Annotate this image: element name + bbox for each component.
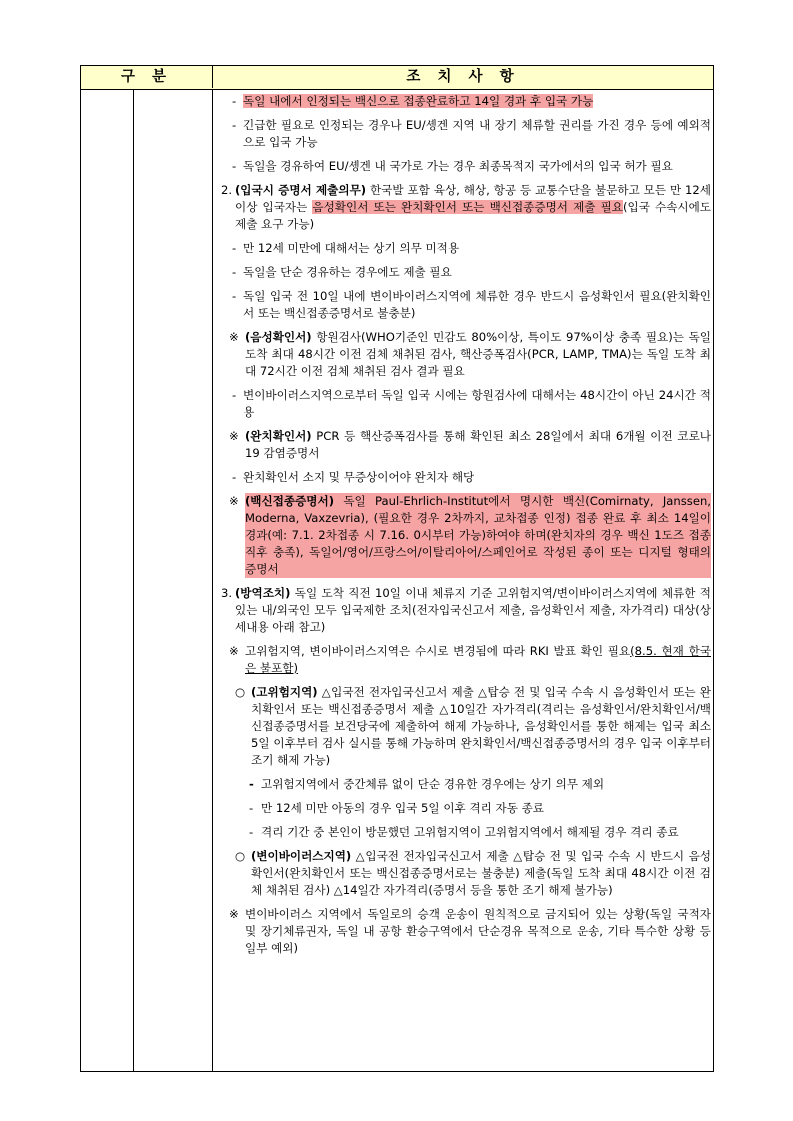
list-item-text: 완치확인서 소지 및 무증상이어야 완치자 해당 (243, 470, 475, 484)
note-heading: (음성확인서) (245, 330, 312, 344)
list-item-text: 고위험지역에서 중간체류 없이 단순 경유한 경우에는 상기 의무 제외 (261, 777, 605, 791)
reference-note (215, 906, 711, 957)
note-heading: (백신접종증명서) (245, 494, 334, 508)
item-text: (입국 수속시에도 제출 요구 가능) (235, 200, 712, 231)
reference-marker: ※ (229, 907, 239, 921)
dash-marker: - (232, 388, 237, 402)
column-divider-2 (212, 90, 213, 1071)
item-heading: (입국시 증명서 제출의무) (235, 183, 367, 197)
reference-marker: ※ (229, 429, 239, 443)
list-item (215, 469, 711, 486)
header-measures: 조 치 사 항 (406, 69, 520, 85)
circle-marker: ○ (235, 685, 246, 699)
note-text: 변이바이러스 지역에서 독일로의 승객 운송이 원칙적으로 금지되어 있는 상황(독일 국적자 및 장기체류권자, 독일 내 공항 환승구역에서 단순경유 목적으로 운송, 기타 특수한 상황 등 일부 예외) (245, 907, 711, 955)
dash-marker: - (232, 289, 237, 303)
dash-marker: - (232, 118, 237, 132)
list-item (215, 93, 711, 110)
dash-marker: - (232, 265, 237, 279)
note-text: 고위험지역, 변이바이러스지역은 수시로 변경됨에 따라 RKI 발표 확인 필요 (245, 644, 631, 658)
sub-list-item (215, 800, 711, 817)
reference-note (215, 643, 711, 677)
reference-note (215, 493, 711, 578)
dash-marker: - (249, 801, 254, 815)
list-item-text: 만 12세 미만 아동의 경우 입국 5일 이후 격리 자동 종료 (261, 801, 544, 815)
reference-marker: ※ (229, 494, 239, 508)
item-heading: (변이바이러스지역) (251, 849, 352, 863)
item-number: 3. (221, 586, 233, 600)
dash-marker: - (249, 777, 254, 791)
dash-marker: - (232, 241, 237, 255)
table-header (81, 66, 713, 90)
note-text: 독일 Paul-Ehrlich-Institut에서 명시한 백신(Comirnaty, Janssen, Moderna, Vaxzevria), (필요한 경우 2차까지, 교차접종 인정) 접종 완료 후 최소 14일이 경과(예: 7.1. 2차접종 시 7.16. 0시부터 가능)하여야 하며(완치자의 경우 백신 1도즈 접종 직후 충족), 독일어/영어/프랑스어/이탈리아어/스페인어로 작성된 종이 또는 디지털 형태의 증명서 (245, 494, 711, 576)
numbered-item-3 (215, 585, 711, 636)
item-heading: (고위험지역) (251, 685, 318, 699)
item-heading: (방역조치) (235, 586, 291, 600)
item-text: △입국전 전자입국신고서 제출 △탑승 전 및 입국 수속 시 음성확인서 또는 완치확인서 또는 백신접종증명서 제출 △10일간 자가격리(격리는 음성확인서/완치확인서/백신접종증명서를 보건당국에 제출하여 해제 가능하나, 음성확인서를 통한 해제는 입국 최소 5일 이후부터 검사 실시를 통해 가능하며 완치확인서/백신접종증명서의 경우 입국 이후부터 조기 해제 가능) (251, 685, 711, 767)
numbered-item-2 (215, 182, 711, 233)
list-item (215, 240, 711, 257)
reference-marker: ※ (229, 330, 239, 344)
list-item-text: 독일을 경유하여 EU/솅겐 내 국가로 가는 경우 최종목적지 국가에서의 입국 허가 필요 (243, 159, 673, 173)
dash-marker: - (249, 825, 254, 839)
dash-marker: - (232, 470, 237, 484)
circle-item (215, 684, 711, 769)
note-heading: (완치확인서) (245, 429, 312, 443)
list-item (215, 264, 711, 281)
list-item-text: 만 12세 미만에 대해서는 상기 의무 미적용 (243, 241, 460, 255)
list-item-text: 격리 기간 중 본인이 방문했던 고위험지역이 고위험지역에서 해제될 경우 격리 종료 (261, 825, 679, 839)
column-divider-1 (133, 90, 134, 1071)
reference-note (215, 329, 711, 380)
note-text: PCR 등 핵산증폭검사를 통해 확인된 최소 28일에서 최대 6개월 이전 코로나19 감염증명서 (245, 429, 711, 460)
item-number: 2. (221, 183, 233, 197)
measures-content (215, 93, 711, 964)
list-item-text: 독일을 단순 경유하는 경우에도 제출 필요 (243, 265, 452, 279)
sub-list-item (215, 824, 711, 841)
item-text: △입국전 전자입국신고서 제출 △탑승 전 및 입국 수속 시 반드시 음성확인서(완치확인서 또는 백신접종증명서로는 불충분) 제출(독일 도착 최대 48시간 이전 검체 채취된 검사) △14일간 자가격리(증명서 등을 통한 조기 해제 불가능) (251, 849, 711, 897)
list-item (215, 288, 711, 322)
item-text: 한국발 포함 육상, 해상, 항공 등 교통수단을 불문하고 모든 만 12세 이상 입국자는 (235, 183, 711, 214)
list-item (215, 158, 711, 175)
underlined-text: (8.5. 현재 한국은 불포함) (245, 644, 711, 675)
list-item (215, 117, 711, 151)
reference-note (215, 428, 711, 462)
list-item-text: 긴급한 필요로 인정되는 경우나 EU/솅겐 지역 내 장기 체류할 권리를 가진 경우 등에 예외적으로 입국 가능 (243, 118, 711, 149)
reference-marker: ※ (229, 644, 239, 658)
circle-marker: ○ (235, 849, 246, 863)
measures-table (80, 65, 714, 1072)
list-item-text: 변이바이러스지역으로부터 독일 입국 시에는 항원검사에 대해서는 48시간이 아닌 24시간 적용 (243, 388, 711, 419)
list-item (215, 387, 711, 421)
dash-marker: - (232, 94, 237, 108)
item-text: 독일 도착 직전 10일 이내 체류지 기준 고위험지역/변이바이러스지역에 체류한 적 있는 내/외국인 모두 입국제한 조치(전자입국신고서 제출, 음성확인서 제출, 자가격리) 대상(상세내용 아래 참고) (235, 586, 711, 634)
dash-marker: - (232, 159, 237, 173)
list-item-text: 독일 입국 전 10일 내에 변이바이러스지역에 체류한 경우 반드시 음성확인서 필요(완치확인서 또는 백신접종증명서로 불충분) (243, 289, 711, 320)
header-category: 구 분 (81, 66, 213, 88)
note-text: 항원검사(WHO기준인 민감도 80%이상, 특이도 97%이상 충족 필요)는 독일 도착 최대 48시간 이전 검체 채취된 검사, 핵산증폭검사(PCR, LAMP, TMA)는 독일 도착 최대 72시간 이전 검체 채취된 검사 결과 필요 (245, 330, 711, 378)
circle-item (215, 848, 711, 899)
highlighted-text: 독일 내에서 인정되는 백신으로 접종완료하고 14일 경과 후 입국 가능 (243, 94, 594, 108)
sub-list-item (215, 776, 711, 793)
highlighted-text: 음성확인서 또는 완치확인서 또는 백신접종증명서 제출 필요 (312, 200, 623, 214)
